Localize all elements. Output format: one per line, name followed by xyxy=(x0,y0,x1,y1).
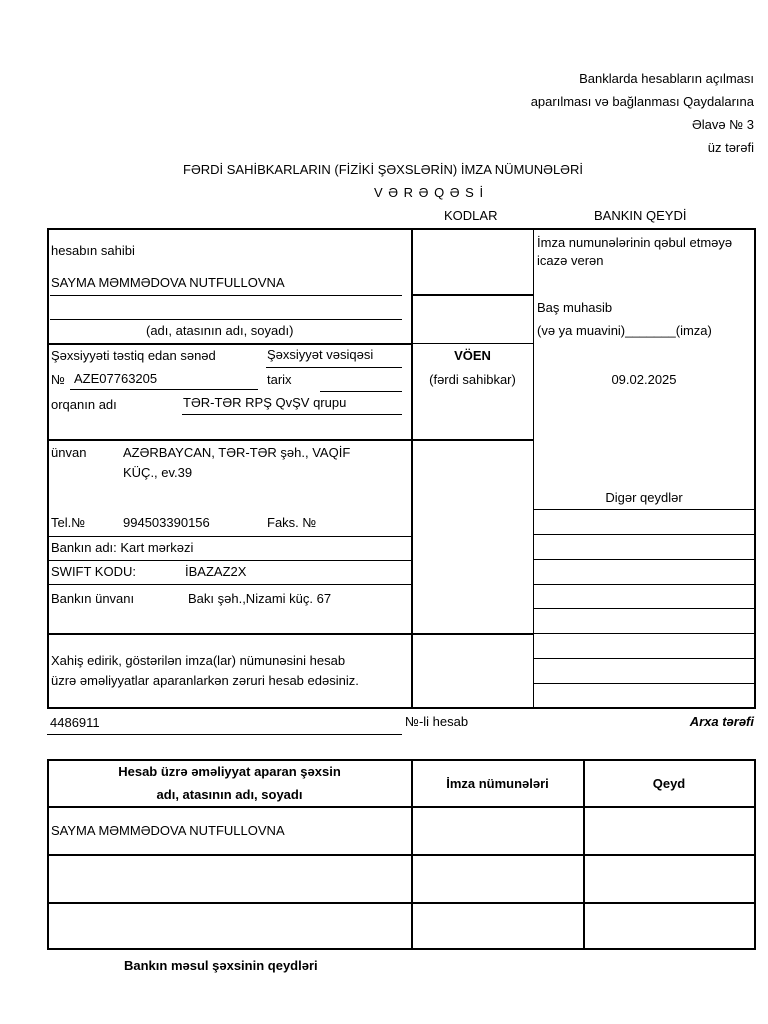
account-number: 4486911 xyxy=(50,715,100,730)
issuer-label: orqanın adı xyxy=(51,397,117,412)
fax-label: Faks. № xyxy=(267,515,317,530)
chief-accountant-label: Baş muhasib xyxy=(537,300,613,315)
tel-value: 994503390156 xyxy=(123,515,210,530)
deputy-signature-line: (və ya muavini)_______(imza) xyxy=(537,323,712,338)
voen-caption: (fərdi sahibkar) xyxy=(429,372,516,387)
back-side-label: Arxa tərəfi xyxy=(689,714,754,729)
id-document-type: Şəxsiyyət vəsiqəsi xyxy=(267,347,374,362)
id-number: AZE07763205 xyxy=(74,371,158,386)
regulation-ref-line1: Banklarda hesabların açılması xyxy=(579,71,754,86)
signer-name-header-line2: adı, atasının adı, soyadı xyxy=(156,787,303,802)
tel-label: Tel.№ xyxy=(51,515,86,530)
account-number-underline xyxy=(47,734,402,735)
permit-line1: İmza numunələrinin qəbul etməyə xyxy=(537,235,733,250)
form-title: FƏRDİ SAHİBKARLARIN (FİZİKİ ŞƏXSLƏRİN) İMZA NÜMUNƏLƏRİ xyxy=(183,162,583,177)
appendix-number: Əlavə № 3 xyxy=(691,117,754,132)
request-line1: Xahiş edirik, göstərilən imza(lar) nümunəsini hesab xyxy=(51,653,346,668)
side-label-front: üz tərəfi xyxy=(707,140,754,155)
bank-name: Bankın adı: Kart mərkəzi xyxy=(51,540,194,555)
swift-value: İBAZAZ2X xyxy=(185,564,247,579)
date-label: tarix xyxy=(267,372,292,387)
issuer-value: TƏR-TƏR RPŞ QvŞV qrupu xyxy=(183,395,347,410)
request-line2: üzrə əməliyyatlar aparanlarkən zəruri hesab edəsiniz. xyxy=(51,673,359,688)
id-document-label: Şəxsiyyəti təstiq edan sənəd xyxy=(51,348,216,363)
signer-name-header-line1: Hesab üzrə əməliyyat aparan şəxsin xyxy=(118,764,341,779)
bank-address-label: Bankın ünvanı xyxy=(51,591,135,606)
voen-label: VÖEN xyxy=(454,348,491,363)
permit-line2: icazə verən xyxy=(537,253,604,268)
table-row: SAYMA MƏMMƏDOVA NUTFULLOVNA xyxy=(51,823,285,838)
bank-notes-header: BANKIN QEYDİ xyxy=(594,208,687,223)
signature-samples-header: İmza nümunələri xyxy=(446,776,549,791)
regulation-ref-line2: aparılması və bağlanması Qaydalarına xyxy=(530,94,754,109)
form-subtitle: V Ə R Ə Q Ə S İ xyxy=(374,185,485,200)
swift-label: SWIFT KODU: xyxy=(51,564,136,579)
address-label: ünvan xyxy=(51,445,87,460)
other-notes-label: Digər qeydlər xyxy=(605,490,683,505)
number-sign: № xyxy=(51,372,65,387)
responsible-notes-label: Bankın məsul şəxsinin qeydləri xyxy=(124,958,318,973)
codes-header: KODLAR xyxy=(444,208,498,223)
bank-address-value: Bakı şəh.,Nizami küç. 67 xyxy=(188,591,332,606)
name-caption: (adı, atasının adı, soyadı) xyxy=(146,323,294,338)
bank-note-date: 09.02.2025 xyxy=(611,372,677,387)
owner-name: SAYMA MƏMMƏDOVA NUTFULLOVNA xyxy=(51,275,285,290)
address-line1: AZƏRBAYCAN, TƏR-TƏR şəh., VAQİF xyxy=(123,445,351,460)
note-header: Qeyd xyxy=(652,776,686,791)
owner-label: hesabın sahibi xyxy=(51,243,135,258)
address-line2: KÜÇ., ev.39 xyxy=(123,465,193,480)
account-suffix: №-li hesab xyxy=(405,714,469,729)
